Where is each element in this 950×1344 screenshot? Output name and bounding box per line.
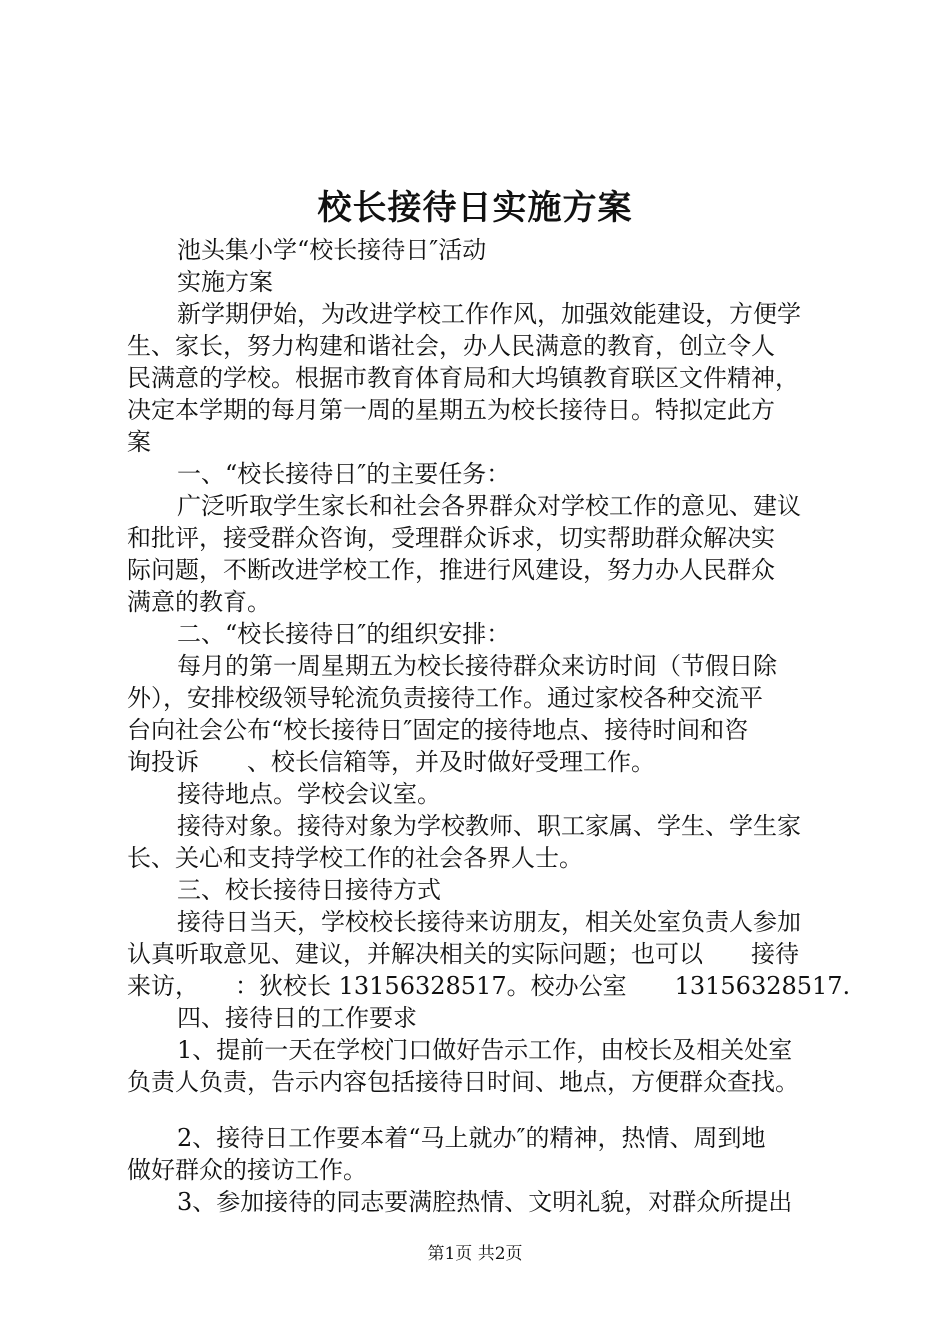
document-body — [127, 234, 851, 1218]
body-line: 询投诉 、校长信箱等，并及时做好受理工作。 — [127, 748, 655, 776]
body-line: 案 — [127, 428, 151, 456]
body-line: 外），安排校级领导轮流负责接待工作。通过家校各种交流平 — [127, 684, 763, 712]
body-line: 民满意的学校。根据市教育体育局和大坞镇教育联区文件精神， — [127, 364, 799, 392]
body-line: 1、提前一天在学校门口做好告示工作，由校长及相关处室 — [177, 1036, 793, 1064]
page-footer: 第1页 共2页 — [427, 1244, 523, 1264]
body-line: 池头集小学“校长接待日″活动 — [177, 236, 487, 264]
body-line: 负责人负责，告示内容包括接待日时间、地点，方便群众查找。 — [127, 1068, 799, 1096]
body-line: 满意的教育。 — [127, 588, 271, 616]
body-line: 二、“校长接待日″的组织安排： — [177, 620, 511, 648]
body-line: 来访， ：狄校长 13156328517。校办公室 13156328517. — [127, 972, 851, 1000]
body-line: 和批评，接受群众咨询，受理群众诉求，切实帮助群众解决实 — [127, 524, 775, 552]
body-line: 2、接待日工作要本着“马上就办″的精神，热情、周到地 — [177, 1124, 766, 1152]
body-line: 三、校长接待日接待方式 — [177, 876, 441, 904]
body-line: 际问题，不断改进学校工作，推进行风建设，努力办人民群众 — [127, 556, 775, 584]
body-line: 接待日当天，学校校长接待来访朋友，相关处室负责人参加 — [177, 908, 801, 936]
body-line: 广泛听取学生家长和社会各界群众对学校工作的意见、建议 — [177, 492, 801, 520]
paragraph-gap — [127, 1098, 847, 1122]
body-line: 接待对象。接待对象为学校教师、职工家属、学生、学生家 — [177, 812, 801, 840]
body-line: 做好群众的接访工作。 — [127, 1156, 367, 1184]
body-line: 每月的第一周星期五为校长接待群众来访时间（节假日除 — [177, 652, 777, 680]
body-line: 一、“校长接待日″的主要任务： — [177, 460, 511, 488]
body-line: 实施方案 — [177, 268, 273, 296]
body-line: 长、关心和支持学校工作的社会各界人士。 — [127, 844, 583, 872]
body-line: 新学期伊始，为改进学校工作作风，加强效能建设，方便学 — [177, 300, 801, 328]
body-line: 生、家长，努力构建和谐社会，办人民满意的教育，创立令人 — [127, 332, 775, 360]
document-title: 校长接待日实施方案 — [317, 188, 633, 228]
body-line: 接待地点。学校会议室。 — [177, 780, 441, 808]
body-line: 决定本学期的每月第一周的星期五为校长接待日。特拟定此方 — [127, 396, 775, 424]
body-line: 台向社会公布“校长接待日″固定的接待地点、接待时间和咨 — [127, 716, 749, 744]
body-line: 3、参加接待的同志要满腔热情、文明礼貌，对群众所提出 — [177, 1188, 793, 1216]
body-line: 四、接待日的工作要求 — [177, 1004, 417, 1032]
body-line: 认真听取意见、建议，并解决相关的实际问题；也可以 接待 — [127, 940, 799, 968]
